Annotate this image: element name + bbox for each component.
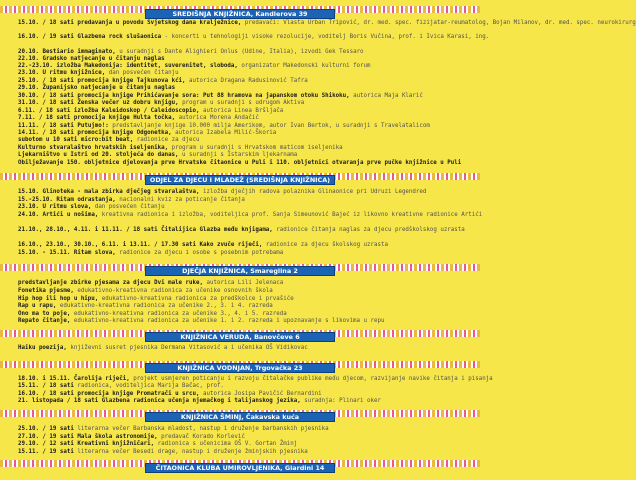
event-date: subotom u 10 sati [18,137,78,143]
event-details: autorica Linea Bršljača [203,108,284,114]
event-line [18,391,470,398]
event-line [18,303,470,310]
event-title: promocija knjige Odgonetka, [77,130,172,136]
event-title: Kako zvuče riječi, [199,242,263,248]
event-line [18,85,470,92]
event-title: izložba Makedonija: identitet, suverenitet, sloboda, [56,63,238,69]
event-details: organizator Makedonski kulturni forum [241,63,371,69]
event-title: Artići u nošima, [42,212,99,218]
event-date: 7.11. / 18 sati [18,115,71,121]
event-line [18,137,470,144]
event-details: dan posvećen čitanju [108,70,179,76]
event-line [18,398,470,405]
event-date: 25.10. / 18 sati [18,78,74,84]
event-details: edukativno-kreativna radionica za predškolce i prvašiće [101,296,294,302]
event-title: Glinoteka - mala zbirka dječjeg stvaralaštva, [42,189,200,195]
event-line [18,93,470,100]
event-date: 30.10. / 18 sati [18,93,74,99]
event-line [18,20,636,27]
event-details: edukativno-kreativna radionica za učenike osnovnih škola [77,288,273,294]
event-date: 29.10. / 12 sati [18,441,74,447]
event-date: 15.-25.10. [18,197,53,203]
event-line [18,434,470,441]
event-date: 15.11. / 18 sati [18,383,74,389]
event-title: Ženska večer uz dobru knjigu, [77,100,179,106]
event-date: Obilježavanje 150. obljetnice djelovanja prve Hrvatske čitaonice u Puli i 110. obljetnici otvaranja prve pučke knjižnice u Puli [18,160,462,166]
event-title: Glazbena rock slušaonica [77,34,162,40]
event-details: autorica Lili Jelenaca [206,280,284,286]
event-date: Repato čitanje, [18,318,71,324]
event-title: promocija knjige Tajkunova kći, [77,78,186,84]
event-line [18,318,470,325]
event-title: U ritmu slova, [42,204,92,210]
event-date: 23.10. [18,70,39,76]
event-details: književni susret pjesnika Dermana Vitasović a i učenika OŠ Vidikovac [70,345,308,351]
event-date: Ono ma to poje, [18,311,71,317]
event-details: kreativna radionica i izložba, voditeljica prof. Sanja Simeunović Bajeć iz likovno kreativne radionice Artići [101,212,483,218]
event-title: Čarolija riječi, [73,376,130,382]
section-header: DJEČJA KNJIŽNICA, Smareglina 2 [145,266,335,276]
event-date: 16.10. / 19 sati [18,34,74,40]
event-line [18,280,470,287]
event-title: promocija knjige Prihićavanje sora: Put 88 hramova na japanskom otoku Shikoku, [77,93,350,99]
event-line [18,441,470,448]
event-date: 16.10., 23.10., 30.10., 6.11. i 13.11. / 17.30 sati [18,242,196,248]
event-date: Ljekarništvo u Istri od 20. stoljeća do danas, [18,152,179,158]
event-date: 6.11. / 18 sati [18,108,71,114]
event-details: radionice čitanja naglas za djecu predškolskog uzrasta [276,227,465,233]
section-header: KNJIŽNICA VODNJAN, Trgovačka 23 [145,363,335,373]
event-line [18,130,470,137]
event-line [18,212,483,219]
event-title: Čitalijica Glazba među knjigama, [161,227,273,233]
event-line [18,49,470,56]
section-header: SREDIŠNJA KNJIŽNICA, Kandlerova 39 [145,9,335,19]
event-title: Putujmo!: [77,123,109,129]
event-details: autorica Morena Andačić [178,115,259,121]
event-line [18,345,470,352]
event-details: predavači: Vlasta Urban Tripović, dr. med. spec. fizijatar-reumatolog, Bojan Milanov, dr. med. spec. neurokirurg [244,20,636,26]
event-details: edukativno-kreativna radionica za učenike 3., 4. i 5. razreda [73,311,287,317]
event-title: Kreativni knjižničari, [77,441,155,447]
event-line [18,78,470,85]
event-details: edukativno-kreativna radionica za učenike 1. i 2. razreda i upoznavanje s likovima u repu [73,318,385,324]
event-details: suradnja: Plinari oker [304,398,381,404]
event-details: radionica s učenicima OŠ V. Gortan Žminj [157,441,298,447]
event-date: 14.11. / 18 sati [18,130,74,136]
event-details: - koncerti u tehnologiji visoke rezolucije, voditelj Boris Vučina, prof. i Ivica Karasi, ing. [164,34,490,40]
event-line [18,34,490,41]
event-title: promocija knjige Hulta točka, [73,115,176,121]
event-line [18,160,470,167]
event-date: Kulturno stvaralaštvo hrvatskih iseljenika, [18,145,169,151]
event-date: predstavljanje zbirke pjesama za djecu [18,280,151,286]
event-line [18,296,470,303]
event-date: 31.10. / 18 sati [18,100,74,106]
event-date: Hip hop ili hop u hipu, [18,296,99,302]
event-details: predavač Korado Korlević [161,434,245,440]
event-line [18,152,470,159]
event-details: edukativno-kreativna radionica za učenike 2., 3. i 4. razreda [59,303,273,309]
event-details: autorica Izabela Milić-Škoria [175,130,277,136]
event-details: dan posvećen čitanju [94,204,165,210]
event-details: program u suradnji s Hrvatskom maticom iseljenika [171,145,343,151]
event-title: Gradsko natjecanje u čitanju naglas [42,56,165,62]
event-line [18,197,470,204]
event-line [18,145,470,152]
event-line [18,100,470,107]
event-title: Dvi male ruke, [154,280,203,286]
section-header: ODJEL ZA DJECU I MLADEŽ (SREDIŠNJA KNJIŽNICA) [145,175,335,185]
event-title: Ritam slova, [73,250,116,256]
section-header: KNJIŽNICA ŠMINJ, Čakavska kuća [145,412,335,422]
event-details: u suradnji s Dante Alighieri Onlus (Udine, Italia), izvodi Gek Tessaro [119,49,364,55]
event-details: literarna večer Barbanska mladost, nastup i druženje barbanskih pjesnika [77,426,329,432]
event-line [18,108,470,115]
event-line [18,383,470,390]
event-line [18,204,470,211]
event-date: 16.10. / 18 sati [18,391,74,397]
event-details: autorica Josipa Pavičić Bernardini [203,391,322,397]
event-line [18,449,470,456]
event-details: projekt usmjeren poticanju i razvoju čitalačke publike među djecom, razvijanje navike čitanja i pisanja [133,376,493,382]
event-date: 15.11. / 19 sati [18,449,74,455]
event-date: 22.10. [18,56,39,62]
event-title: Bestiario immaginato, [42,49,116,55]
event-line [18,288,470,295]
event-details: radionice za djecu i osobe s posebnim potrebama [119,250,284,256]
event-title: Mala škola astronomije, [77,434,158,440]
event-title: promocija knjige Promatrači u srcu, [77,391,200,397]
event-line [18,63,470,70]
event-line [18,250,470,257]
event-line [18,189,470,196]
event-title: Ritam odrastanja, [56,197,116,203]
event-date: 11.11. / 18 sati [18,123,74,129]
section-header: ČITAONICA KLUBA UMIROVLJENIKA, Giardini 14 [145,463,335,473]
event-line [18,70,470,77]
event-line [18,376,493,383]
event-title: izložba Kaleidoskop / Caleidoscopio, [73,108,200,114]
event-line [18,242,470,249]
event-date: Rap u rapu, [18,303,57,309]
event-date: 20.10. [18,49,39,55]
event-date: 23.10. [18,204,39,210]
event-details: literarna večer Besedi drage, nastup i druženje žminjskih pjesnika [77,449,308,455]
event-date: 21. listopada / 18 sati [18,398,99,404]
event-date: 27.10. / 19 sati [18,434,74,440]
event-details: u suradnji s Istarskim ljekarnama [182,152,298,158]
section-header: KNJIŽNICA VERUDA, Banovčeve 6 [145,332,335,342]
event-date: 15.10. [18,189,39,195]
event-details: radionice za djecu školskog uzrasta [265,242,388,248]
event-title: predavanja u povodu Svjetskog dana kralježnice, [77,20,242,26]
event-date: 29.10. [18,85,39,91]
event-date: 25.10. / 19 sati [18,426,74,432]
event-date: 21.10., 28.10., 4.11. i 11.11. / 18 sati [18,227,158,233]
event-details: predstavljanje knjige 10.000 milja Amerikom, autor Ivan Bertok, u suradnji s Travelatalicom [112,123,430,129]
event-details: nacionalni kviz za poticanje čitanja [119,197,245,203]
event-date: 15.10. - 15.11. [18,250,71,256]
event-line [18,311,470,318]
event-details: radionice za djecu [136,137,200,143]
event-title: micro:bit beat, [80,137,134,143]
event-date: 15.10. / 18 sati [18,20,74,26]
event-date: Fonetika pjesme, [18,288,74,294]
event-title: Glazbena radionica učenja njemačkog i talijanskog jezika, [101,398,301,404]
event-line [18,227,470,234]
event-date: 24.10. [18,212,39,218]
event-title: Županijsko natjecanje u čitanju naglas [42,85,176,91]
event-line [18,115,470,122]
event-line [18,123,470,130]
event-details: program u suradnji s udrugom Aktiva [182,100,305,106]
event-date: 18.10. i 15.11. [18,376,71,382]
event-details: autorica Maja Klarić [353,93,423,99]
event-details: izložba dječjih radova polaznika Glinaonice pri Udruzi Legendred [203,189,427,195]
event-date: 22.-23.10. [18,63,53,69]
event-line [18,56,470,63]
event-title: U ritmu knjižnice, [42,70,106,76]
event-details: autorica Dragana Radusinović Tafra [189,78,308,84]
event-date: Haiku poezija, [18,345,67,351]
event-details: radionica, voditeljica Marija Bačac, prof. [77,383,224,389]
event-line [18,426,470,433]
